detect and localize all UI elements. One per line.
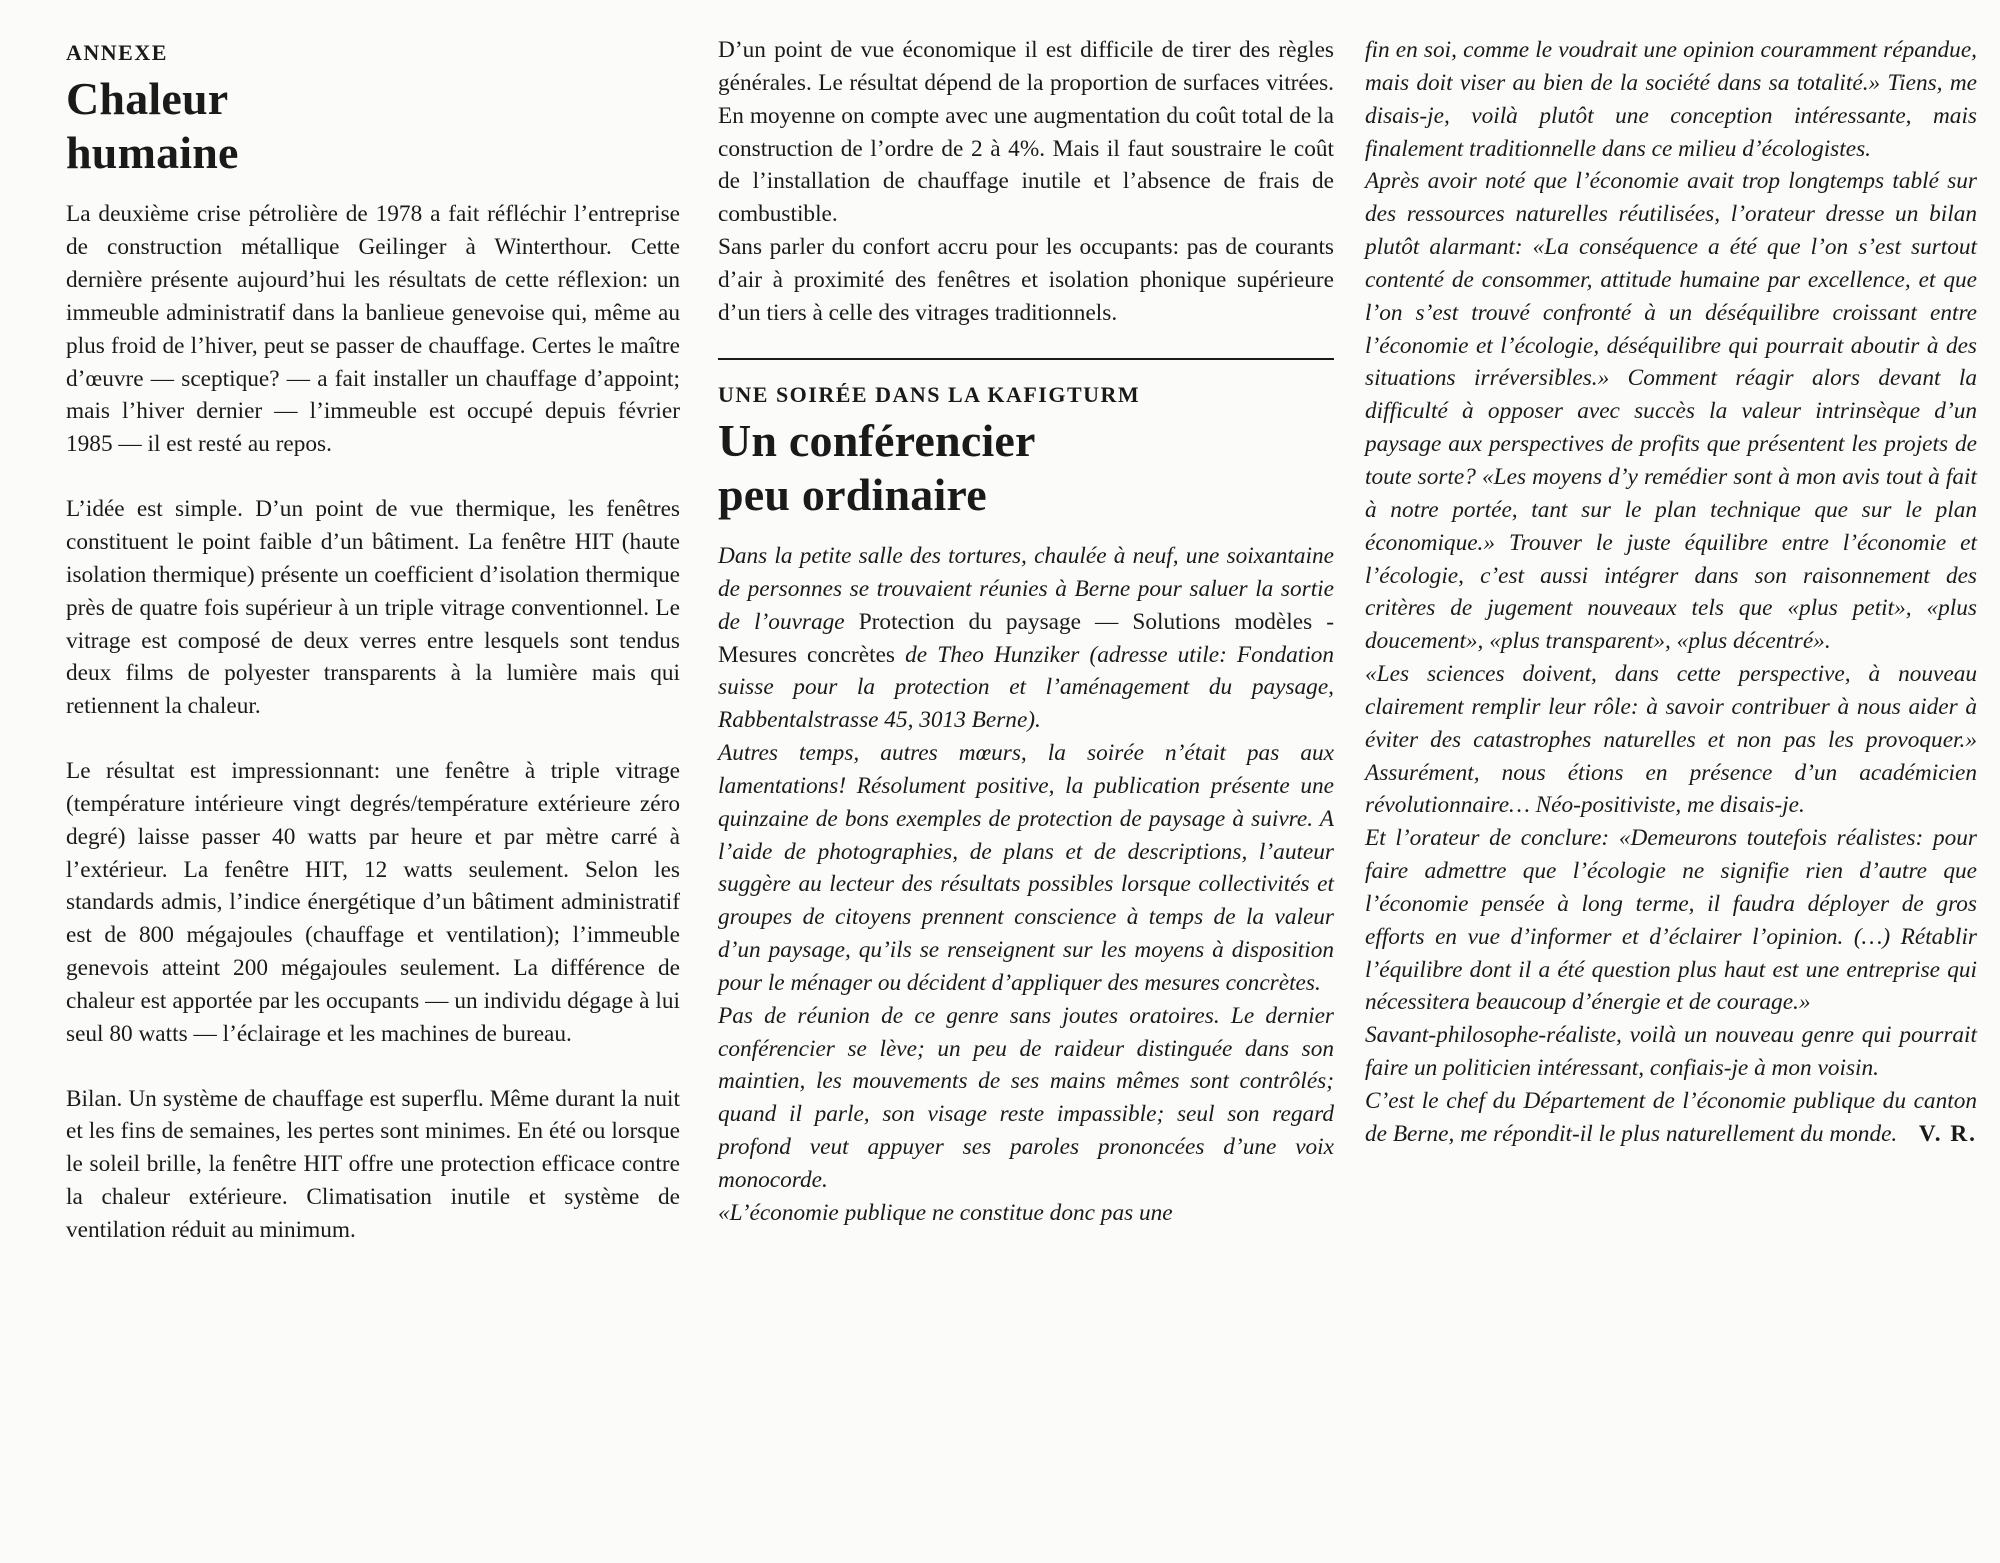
article2-paragraph-8: Savant-philosophe-réaliste, voilà un nouveau genre qui pourrait faire un politicien intéressant, confiais-je à mon voisin. <box>1365 1022 1977 1082</box>
article2-paragraph-3: Pas de réunion de ce genre sans joutes oratoires. Le dernier conférencier se lève; un peu de raideur distinguée dans son maintien, les mouvements de ses mains mêmes sont contrôlés; quand il parle, son visage reste impassible; seul son regard profond veut appuyer ses paroles prononcées d’une voix monocorde. <box>718 1002 1334 1194</box>
article2-intro-a: Dans la petite salle des tortures, chaulée à neuf, une soixantaine de personnes se trouvaient réunies à Berne pour saluer la sortie de l’ouvrage <box>718 542 1334 635</box>
author-signature: V. R. <box>1918 1120 1977 1147</box>
article1-paragraph-6: Sans parler du confort accru pour les occupants: pas de courants d’air à proximité des fenêtres et isolation phonique supérieure d’un tiers à celle des vitrages traditionnels. <box>718 234 1334 326</box>
article1-title-line1: Chaleur <box>66 73 229 125</box>
article1-title-line2: humaine <box>66 127 239 179</box>
article2-title-line1: Un conférencier <box>718 414 1036 466</box>
article2-paragraph-9-text: C’est le chef du Département de l’économie publique du canton de Berne, me répondit-il le plus naturellement du monde. <box>1365 1088 1977 1147</box>
article2-paragraph-4: «L’économie publique ne constitue donc pas une <box>718 1199 1173 1226</box>
article2-kicker: UNE SOIRÉE DANS LA KAFIGTURM <box>718 381 1141 407</box>
article1-paragraph-1: La deuxième crise pétrolière de 1978 a fait réfléchir l’entreprise de construction métallique Geilinger à Winterthour. Cette dernière présente aujourd’hui les résultats de cette réflexion: un immeuble administratif dans la banlieue genevoise qui, même au plus froid de l’hiver, peut se passer de chauffage. Certes le maître d’œuvre — sceptique? — a fait installer un chauffage d’appoint; mais l’hiver dernier — l’immeuble est occupé depuis février 1985 — il est resté au repos. <box>66 201 680 458</box>
article2-paragraph-2: Autres temps, autres mœurs, la soirée n’était pas aux lamentations! Résolument positive, la publication présente une quinzaine de bons exemples de protection de paysage à suivre. A l’aide de photographies, de plans et de descriptions, l’auteur suggère au lecteur des résultats possibles lorsque collectivités et groupes de citoyens prennent conscience à temps de la valeur d’un paysage, qu’ils se renseignent sur les moyens à disposition pour le ménager ou décident d’appliquer des mesures concrètes. <box>718 740 1334 996</box>
column-3 <box>1365 34 1977 1151</box>
article2-paragraph-7: Et l’orateur de conclure: «Demeurons toutefois réalistes: pour faire admettre que l’écologie ne signifie rien d’autre que l’économie pensée à long terme, il faudra déployer de gros efforts en vue d’informer et d’éclairer l’opinion. (…) Rétablir l’équilibre dont il a été question plus haut est une entreprise qui nécessitera beaucoup d’énergie et de courage.» <box>1365 825 1977 1016</box>
article2-book-title: Protection du paysage — Solutions modèles - Mesures concrètes <box>718 608 1334 668</box>
article1-paragraph-4: Bilan. Un système de chauffage est superflu. Même durant la nuit et les fins de semaines, les pertes sont minimes. En été ou lorsque le soleil brille, la fenêtre HIT offre une protection efficace contre la chaleur extérieure. Climatisation inutile et système de ventilation réduit au minimum. <box>66 1085 680 1244</box>
article-divider <box>718 358 1334 360</box>
article1-title <box>66 72 680 180</box>
column-1 <box>66 34 680 1247</box>
article1-paragraph-3: Le résultat est impressionnant: une fenêtre à triple vitrage (température intérieure vingt degrés/température extérieure zéro degré) laisse passer 40 watts par heure et par mètre carré à l’extérieur. La fenêtre HIT, 12 watts seulement. Selon les standards admis, l’indice énergétique d’un bâtiment administratif est de 800 mégajoules (chauffage et ventilation); l’immeuble genevois atteint 200 mégajoules seulement. La différence de chaleur est apportée par les occupants — un individu dégage à lui seul 80 watts — l’éclairage et les machines de bureau. <box>66 758 680 1047</box>
article2-title-line2: peu ordinaire <box>718 468 987 520</box>
article2-paragraph-5: Après avoir noté que l’économie avait trop longtemps tablé sur des ressources naturelles réutilisées, l’orateur dresse un bilan plutôt alarmant: «La conséquence a été que l’on s’est surtout contenté de consommer, attitude humaine par excellence, et que l’on s’est trouvé confronté à un déséquilibre croissant entre l’économie et l’écologie, déséquilibre qui pourrait aboutir à des situations irréversibles.» Comment réagir alors devant la difficulté à opposer avec succès la valeur intrinsèque d’un paysage aux perspectives de profits que présentent les projets de toute sorte? «Les moyens d’y remédier sont à mon avis tout à fait à notre portée, tant sur le plan technique que sur le plan économique.» Trouver le juste équilibre entre l’économie et l’écologie, c’est aussi intégrer dans son raisonnement des critères de jugement nouveaux tels que «plus petit», «plus doucement», «plus transparent», «plus décentré». <box>1365 168 1977 655</box>
article2-paragraph-1 <box>718 540 1334 737</box>
article2-paragraph-9 <box>1365 1085 1977 1151</box>
article2-paragraph-6: «Les sciences doivent, dans cette perspective, à nouveau clairement remplir leur rôle: à savoir contribuer à nous aider à éviter des catastrophes naturelles et non pas les provoquer.» Assurément, nous étions en présence d’un académicien révolutionnaire… Néo-positiviste, me disais-je. <box>1365 661 1977 819</box>
article2-intro-b: de Theo Hunziker (adresse utile: Fondation suisse pour la protection et l’aménagement du paysage, Rabbentalstrasse 45, 3013 Berne). <box>718 641 1335 734</box>
article1-paragraph-5: D’un point de vue économique il est difficile de tirer des règles générales. Le résultat dépend de la proportion de surfaces vitrées. En moyenne on compte avec une augmentation du coût total de la construction de l’ordre de 2 à 4%. Mais il faut soustraire le coût de l’installation de chauffage inutile et l’absence de frais de combustible. <box>718 37 1334 228</box>
article2-paragraph-4-cont: fin en soi, comme le voudrait une opinion couramment répandue, mais doit viser au bien de la société dans sa totalité.» Tiens, me disais-je, voilà plutôt une conception intéressante, mais finalement traditionnelle dans ce milieu d’écologistes. <box>1365 37 1977 162</box>
column-2 <box>718 34 1334 1230</box>
article1-kicker: ANNEXE <box>66 40 168 65</box>
article2-title <box>718 414 1334 522</box>
article1-paragraph-2: L’idée est simple. D’un point de vue thermique, les fenêtres constituent le point faible d’un bâtiment. La fenêtre HIT (haute isolation thermique) présente un coefficient d’isolation thermique près de quatre fois supérieur à un triple vitrage conventionnel. Le vitrage est composé de deux verres entre lesquels sont tendus deux films de polyester transparents à la lumière mais qui retiennent la chaleur. <box>66 496 680 720</box>
